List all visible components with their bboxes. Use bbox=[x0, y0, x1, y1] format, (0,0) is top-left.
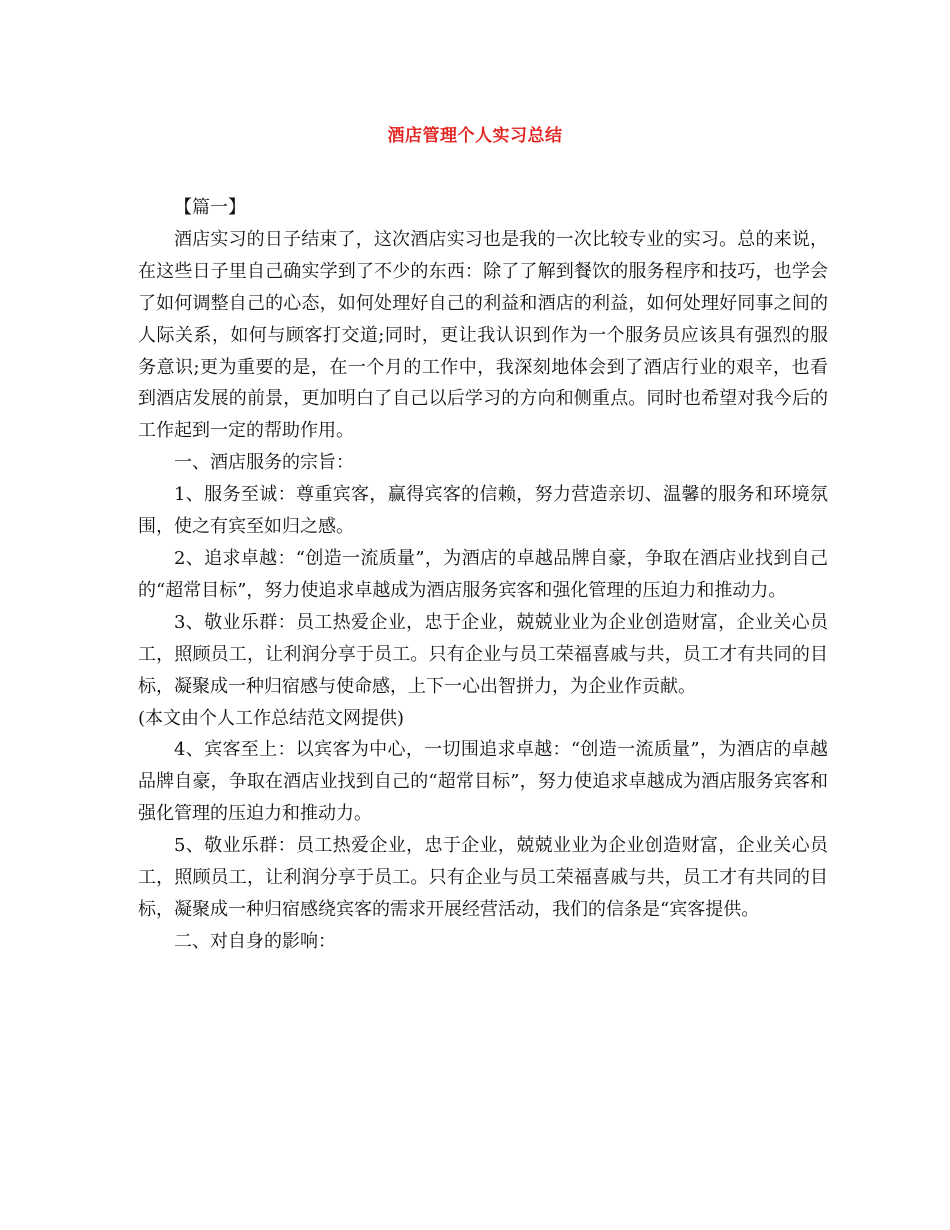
paragraph-item-2: 2、追求卓越：“创造一流质量”，为酒店的卓越品牌自豪，争取在酒店业找到自己的“超常目标”，努力使追求卓越成为酒店服务宾客和强化管理的压迫力和推动力。 bbox=[138, 547, 828, 601]
source-note: (本文由个人工作总结范文网提供) bbox=[138, 707, 405, 729]
document-body bbox=[138, 192, 828, 958]
paragraph-item-3: 3、敬业乐群：员工热爱企业，忠于企业，兢兢业业为企业创造财富，企业关心员工，照顾员工，让利润分享于员工。只有企业与员工荣福喜戚与共，员工才有共同的目标，凝聚成一种归宿感与使命感，上下一心出智拼力，为企业作贡献。 bbox=[138, 611, 828, 697]
heading-service-purpose: 一、酒店服务的宗旨： bbox=[174, 452, 354, 474]
paragraph-item-5: 5、敬业乐群：员工热爱企业，忠于企业，兢兢业业为企业创造财富，企业关心员工，照顾员工，让利润分享于员工。只有企业与员工荣福喜戚与共，员工才有共同的目标，凝聚成一种归宿感绕宾客的需求开展经营活动，我们的信条是“宾客提供。 bbox=[138, 835, 828, 920]
paragraph-item-4: 4、宾客至上：以宾客为中心，一切围追求卓越：“创造一流质量”，为酒店的卓越品牌自豪，争取在酒店业找到自己的“超常目标”，努力使追求卓越成为酒店服务宾客和强化管理的压迫力和推动力。 bbox=[138, 739, 828, 825]
document-title: 酒店管理个人实习总结 bbox=[387, 126, 563, 146]
section-label: 【篇一】 bbox=[174, 197, 246, 218]
heading-self-impact: 二、对自身的影响： bbox=[174, 930, 336, 952]
paragraph-item-1: 1、服务至诚：尊重宾客，赢得宾客的信赖，努力营造亲切、温馨的服务和环境氛围，使之有宾至如归之感。 bbox=[138, 484, 828, 538]
paragraph-intro: 酒店实习的日子结束了，这次酒店实习也是我的一次比较专业的实习。总的来说，在这些日子里自己确实学到了不少的东西：除了了解到餐饮的服务程序和技巧，也学会了如何调整自己的心态，如何处理好自己的利益和酒店的利益，如何处理好同事之间的人际关系，如何与顾客打交道;同时，更让我认识到作为一个服务员应该具有强烈的服务意识;更为重要的是，在一个月的工作中，我深刻地体会到了酒店行业的艰辛，也看到酒店发展的前景，更加明白了自己以后学习的方向和侧重点。同时也希望对我今后的工作起到一定的帮助作用。 bbox=[138, 228, 828, 442]
